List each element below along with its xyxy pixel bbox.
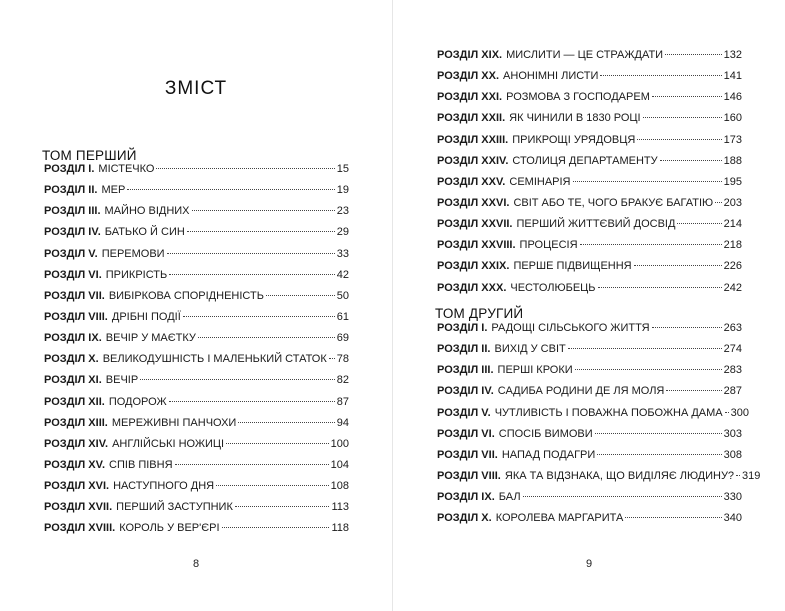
dot-leader bbox=[573, 181, 722, 182]
chapter-page-number: 263 bbox=[723, 322, 742, 334]
dot-leader bbox=[598, 287, 722, 288]
chapter-label: РОЗДІЛ XXIII. bbox=[437, 133, 509, 146]
dot-leader bbox=[665, 54, 722, 55]
chapter-title: СПОСІБ ВИМОВИ bbox=[498, 427, 593, 440]
dot-leader bbox=[625, 517, 721, 518]
chapter-page-number: 132 bbox=[723, 49, 742, 61]
chapter-page-number: 61 bbox=[336, 310, 349, 323]
chapter-label: РОЗДІЛ XV. bbox=[44, 458, 106, 471]
dot-leader bbox=[198, 337, 335, 338]
chapter-label: РОЗДІЛ XII. bbox=[44, 395, 105, 408]
chapter-title: ВЕЛИКОДУШНІСТЬ І МАЛЕНЬКИЙ СТАТОК bbox=[102, 353, 327, 366]
chapter-label: РОЗДІЛ XVI. bbox=[44, 480, 110, 493]
chapter-title: ПРИКРІСТЬ bbox=[105, 268, 168, 281]
chapter-title: РАДОЩІ СІЛЬСЬКОГО ЖИТТЯ bbox=[491, 322, 650, 334]
chapter-label: РОЗДІЛ XIV. bbox=[44, 437, 109, 450]
toc-entry bbox=[437, 239, 742, 260]
chapter-page-number: 308 bbox=[723, 448, 742, 461]
chapter-title: БАЛ bbox=[498, 491, 521, 504]
dot-leader bbox=[140, 379, 335, 380]
toc-entry bbox=[44, 163, 349, 184]
chapter-title: ПЕРШИЙ ЗАСТУПНИК bbox=[116, 501, 233, 514]
chapter-title: РОЗМОВА З ГОСПОДАРЕМ bbox=[506, 91, 650, 104]
toc-entry bbox=[437, 260, 742, 281]
chapter-label: РОЗДІЛ XXII. bbox=[437, 112, 506, 125]
toc-entry bbox=[44, 374, 349, 395]
chapter-title: МАЙНО ВІДНИХ bbox=[104, 205, 190, 218]
toc-entry bbox=[437, 134, 742, 155]
dot-leader bbox=[597, 454, 721, 455]
dot-leader bbox=[222, 527, 330, 528]
chapter-title: АНГЛІЙСЬКІ НОЖИЦІ bbox=[112, 437, 225, 450]
chapter-label: РОЗДІЛ X. bbox=[44, 353, 99, 366]
chapter-title: ПЕРЕМОВИ bbox=[101, 247, 165, 260]
toc-entry bbox=[44, 480, 349, 501]
dot-leader bbox=[637, 139, 721, 140]
dot-leader bbox=[187, 231, 335, 232]
dot-leader bbox=[192, 210, 335, 211]
chapter-label: РОЗДІЛ II. bbox=[44, 184, 98, 197]
dot-leader bbox=[666, 390, 721, 391]
dot-leader bbox=[652, 96, 722, 97]
chapter-page-number: 283 bbox=[723, 364, 742, 377]
chapter-title: МИСЛИТИ — ЦЕ СТРАЖДАТИ bbox=[506, 49, 664, 61]
dot-leader bbox=[183, 316, 335, 317]
chapter-page-number: 188 bbox=[723, 154, 742, 167]
chapter-page-number: 287 bbox=[723, 385, 742, 398]
chapter-label: РОЗДІЛ V. bbox=[437, 406, 491, 419]
chapter-page-number: 146 bbox=[723, 91, 742, 104]
chapter-page-number: 15 bbox=[336, 163, 349, 175]
chapter-title: АНОНІМНІ ЛИСТИ bbox=[503, 70, 599, 83]
dot-leader bbox=[156, 168, 334, 169]
dot-leader bbox=[643, 117, 722, 118]
toc-entry bbox=[437, 218, 742, 239]
chapter-label: РОЗДІЛ III. bbox=[44, 205, 101, 218]
chapter-title: ВЕЧІР У МАЄТКУ bbox=[105, 332, 196, 345]
chapter-label: РОЗДІЛ XVII. bbox=[44, 501, 113, 514]
chapter-page-number: 274 bbox=[723, 343, 742, 356]
chapter-page-number: 319 bbox=[742, 469, 761, 482]
chapter-label: РОЗДІЛ XXIV. bbox=[437, 154, 509, 167]
chapter-label: РОЗДІЛ XI. bbox=[44, 374, 102, 387]
chapter-page-number: 19 bbox=[336, 184, 349, 197]
chapter-label: РОЗДІЛ XXIX. bbox=[437, 260, 510, 273]
chapter-label: РОЗДІЛ X. bbox=[437, 512, 492, 525]
page-number-left: 8 bbox=[193, 558, 200, 570]
toc-entry bbox=[44, 248, 349, 269]
chapter-label: РОЗДІЛ IX. bbox=[44, 332, 102, 345]
chapter-label: РОЗДІЛ XIII. bbox=[44, 416, 108, 429]
chapter-title: НАСТУПНОГО ДНЯ bbox=[113, 480, 215, 493]
chapter-page-number: 160 bbox=[723, 112, 742, 125]
chapter-title: ВИХІД У СВІТ bbox=[494, 343, 566, 356]
chapter-label: РОЗДІЛ VI. bbox=[437, 427, 495, 440]
dot-leader bbox=[736, 475, 740, 476]
toc-entry bbox=[44, 184, 349, 205]
dot-leader bbox=[725, 412, 729, 413]
chapter-title: ЧУТЛИВІСТЬ І ПОВАЖНА ПОБОЖНА ДАМА bbox=[494, 406, 723, 419]
chapter-page-number: 214 bbox=[723, 218, 742, 231]
chapter-label: РОЗДІЛ I. bbox=[437, 322, 488, 334]
toc-entry bbox=[437, 155, 742, 176]
chapter-page-number: 42 bbox=[336, 268, 349, 281]
toc-entry bbox=[44, 269, 349, 290]
toc-entry bbox=[44, 353, 349, 374]
chapter-label: РОЗДІЛ XXVIII. bbox=[437, 239, 516, 252]
chapter-page-number: 300 bbox=[730, 406, 749, 419]
chapter-title: СВІТ АБО ТЕ, ЧОГО БРАКУЄ БАГАТІЮ bbox=[513, 196, 714, 209]
chapter-page-number: 50 bbox=[336, 289, 349, 302]
chapter-page-number: 87 bbox=[336, 395, 349, 408]
chapter-label: РОЗДІЛ IV. bbox=[44, 226, 101, 239]
chapter-page-number: 173 bbox=[723, 133, 742, 146]
toc-entry bbox=[44, 332, 349, 353]
chapter-label: РОЗДІЛ VII. bbox=[44, 289, 105, 302]
chapter-title: ЯК ЧИНИЛИ В 1830 РОЦІ bbox=[509, 112, 641, 125]
toc-entry bbox=[437, 449, 742, 470]
chapter-title: БАТЬКО Й СИН bbox=[104, 226, 185, 239]
toc-entry bbox=[44, 396, 349, 417]
chapter-page-number: 218 bbox=[723, 239, 742, 252]
chapter-label: РОЗДІЛ II. bbox=[437, 343, 491, 356]
chapter-title: ВИБІРКОВА СПОРІДНЕНІСТЬ bbox=[108, 289, 264, 302]
dot-leader bbox=[575, 369, 722, 370]
chapter-page-number: 23 bbox=[336, 205, 349, 218]
dot-leader bbox=[127, 189, 334, 190]
toc-entry bbox=[437, 322, 742, 343]
chapter-page-number: 108 bbox=[330, 480, 349, 493]
chapter-page-number: 141 bbox=[723, 70, 742, 83]
toc-entry bbox=[44, 501, 349, 522]
dot-leader bbox=[167, 253, 335, 254]
toc-entry bbox=[437, 491, 742, 512]
toc-entry bbox=[437, 49, 742, 70]
toc-entry bbox=[437, 70, 742, 91]
chapter-page-number: 303 bbox=[723, 427, 742, 440]
toc-entry bbox=[437, 343, 742, 364]
chapter-label: РОЗДІЛ VIII. bbox=[44, 310, 108, 323]
toc-entry bbox=[44, 438, 349, 459]
chapter-label: РОЗДІЛ XXV. bbox=[437, 175, 506, 188]
toc-entry bbox=[437, 282, 742, 303]
chapter-title: СПІВ ПІВНЯ bbox=[109, 458, 173, 471]
dot-leader bbox=[216, 485, 329, 486]
toc-entry bbox=[44, 311, 349, 332]
chapter-title: ПЕРШИЙ ЖИТТЄВИЙ ДОСВІД bbox=[516, 218, 676, 231]
toc-entry bbox=[437, 91, 742, 112]
toc-entry bbox=[437, 428, 742, 449]
toc-entry bbox=[437, 512, 742, 533]
chapter-label: РОЗДІЛ V. bbox=[44, 247, 98, 260]
chapter-title: ПЕРШЕ ПІДВИЩЕННЯ bbox=[513, 260, 632, 273]
toc-entry bbox=[437, 176, 742, 197]
volume-heading-first: ТОМ ПЕРШИЙ bbox=[42, 148, 137, 163]
chapter-title: КОРОЛЬ У ВЕР'ЄРІ bbox=[119, 522, 220, 535]
chapter-title: ПРИКРОЩІ УРЯДОВЦЯ bbox=[512, 133, 636, 146]
chapter-page-number: 69 bbox=[336, 332, 349, 345]
dot-leader bbox=[523, 496, 722, 497]
chapter-page-number: 113 bbox=[331, 501, 349, 514]
toc-list-volume-1-continued bbox=[437, 49, 742, 303]
chapter-title: ДРІБНІ ПОДІЇ bbox=[111, 310, 181, 323]
chapter-title: МЕРЕЖИВНІ ПАНЧОХИ bbox=[111, 416, 237, 429]
chapter-page-number: 330 bbox=[723, 491, 742, 504]
dot-leader bbox=[634, 265, 722, 266]
dot-leader bbox=[595, 433, 722, 434]
chapter-page-number: 78 bbox=[336, 353, 349, 366]
toc-entry bbox=[44, 522, 349, 543]
right-page bbox=[393, 0, 785, 611]
chapter-label: РОЗДІЛ I. bbox=[44, 163, 95, 175]
dot-leader bbox=[238, 422, 334, 423]
dot-leader bbox=[266, 295, 335, 296]
toc-entry bbox=[44, 459, 349, 480]
chapter-title: ЧЕСТОЛЮБЕЦЬ bbox=[510, 281, 596, 294]
chapter-title: ВЕЧІР bbox=[105, 374, 139, 387]
chapter-page-number: 100 bbox=[330, 437, 349, 450]
toc-entry bbox=[44, 205, 349, 226]
volume-heading-second: ТОМ ДРУГИЙ bbox=[435, 306, 524, 321]
dot-leader bbox=[677, 223, 721, 224]
toc-entry bbox=[44, 290, 349, 311]
left-page bbox=[0, 0, 392, 611]
chapter-title: ПОДОРОЖ bbox=[108, 395, 167, 408]
dot-leader bbox=[652, 327, 722, 328]
chapter-label: РОЗДІЛ VII. bbox=[437, 448, 498, 461]
chapter-page-number: 82 bbox=[336, 374, 349, 387]
dot-leader bbox=[600, 75, 721, 76]
toc-entry bbox=[437, 197, 742, 218]
chapter-page-number: 118 bbox=[331, 522, 349, 535]
page-number-right: 9 bbox=[586, 558, 593, 570]
chapter-label: РОЗДІЛ VIII. bbox=[437, 469, 501, 482]
chapter-title: МЕР bbox=[101, 184, 126, 197]
dot-leader bbox=[715, 202, 722, 203]
chapter-label: РОЗДІЛ IV. bbox=[437, 385, 494, 398]
chapter-label: РОЗДІЛ XXVII. bbox=[437, 218, 513, 231]
toc-entry bbox=[44, 226, 349, 247]
chapter-title: САДИБА РОДИНИ ДЕ ЛЯ МОЛЯ bbox=[497, 385, 665, 398]
chapter-page-number: 340 bbox=[723, 512, 742, 525]
chapter-page-number: 195 bbox=[723, 175, 742, 188]
chapter-title: НАПАД ПОДАГРИ bbox=[501, 448, 596, 461]
chapter-page-number: 94 bbox=[336, 416, 349, 429]
chapter-page-number: 226 bbox=[723, 260, 742, 273]
chapter-label: РОЗДІЛ XXX. bbox=[437, 281, 507, 294]
dot-leader bbox=[235, 506, 330, 507]
chapter-page-number: 203 bbox=[723, 196, 742, 209]
toc-entry bbox=[437, 364, 742, 385]
toc-list-volume-1 bbox=[44, 163, 349, 544]
dot-leader bbox=[169, 401, 335, 402]
dot-leader bbox=[169, 274, 335, 275]
chapter-label: РОЗДІЛ IX. bbox=[437, 491, 495, 504]
chapter-label: РОЗДІЛ XIX. bbox=[437, 49, 503, 61]
toc-entry bbox=[437, 406, 749, 428]
dot-leader bbox=[226, 443, 329, 444]
page-title: ЗМІСТ bbox=[164, 78, 228, 99]
toc-list-volume-2 bbox=[437, 322, 761, 533]
dot-leader bbox=[660, 160, 722, 161]
chapter-label: РОЗДІЛ III. bbox=[437, 364, 494, 377]
dot-leader bbox=[175, 464, 329, 465]
chapter-label: РОЗДІЛ XVIII. bbox=[44, 522, 116, 535]
chapter-page-number: 104 bbox=[330, 458, 349, 471]
chapter-label: РОЗДІЛ XXI. bbox=[437, 91, 503, 104]
chapter-title: СТОЛИЦЯ ДЕПАРТАМЕНТУ bbox=[512, 154, 658, 167]
dot-leader bbox=[329, 358, 335, 359]
toc-entry bbox=[44, 417, 349, 438]
toc-entry bbox=[437, 112, 742, 133]
toc-entry bbox=[437, 469, 761, 491]
chapter-page-number: 242 bbox=[723, 281, 742, 294]
chapter-label: РОЗДІЛ XXVI. bbox=[437, 196, 510, 209]
dot-leader bbox=[580, 244, 722, 245]
chapter-page-number: 33 bbox=[336, 247, 349, 260]
chapter-label: РОЗДІЛ VI. bbox=[44, 268, 102, 281]
toc-entry bbox=[437, 385, 742, 406]
chapter-title: КОРОЛЕВА МАРГАРИТА bbox=[495, 512, 624, 525]
chapter-page-number: 29 bbox=[336, 226, 349, 239]
chapter-title: ЯКА ТА ВІДЗНАКА, ЩО ВИДІЛЯЄ ЛЮДИНУ? bbox=[504, 469, 735, 482]
chapter-title: СЕМІНАРІЯ bbox=[509, 175, 571, 188]
chapter-title: ПЕРШІ КРОКИ bbox=[497, 364, 573, 377]
chapter-label: РОЗДІЛ XX. bbox=[437, 70, 500, 83]
chapter-title: ПРОЦЕСІЯ bbox=[519, 239, 578, 252]
chapter-title: МІСТЕЧКО bbox=[98, 163, 155, 175]
dot-leader bbox=[568, 348, 722, 349]
